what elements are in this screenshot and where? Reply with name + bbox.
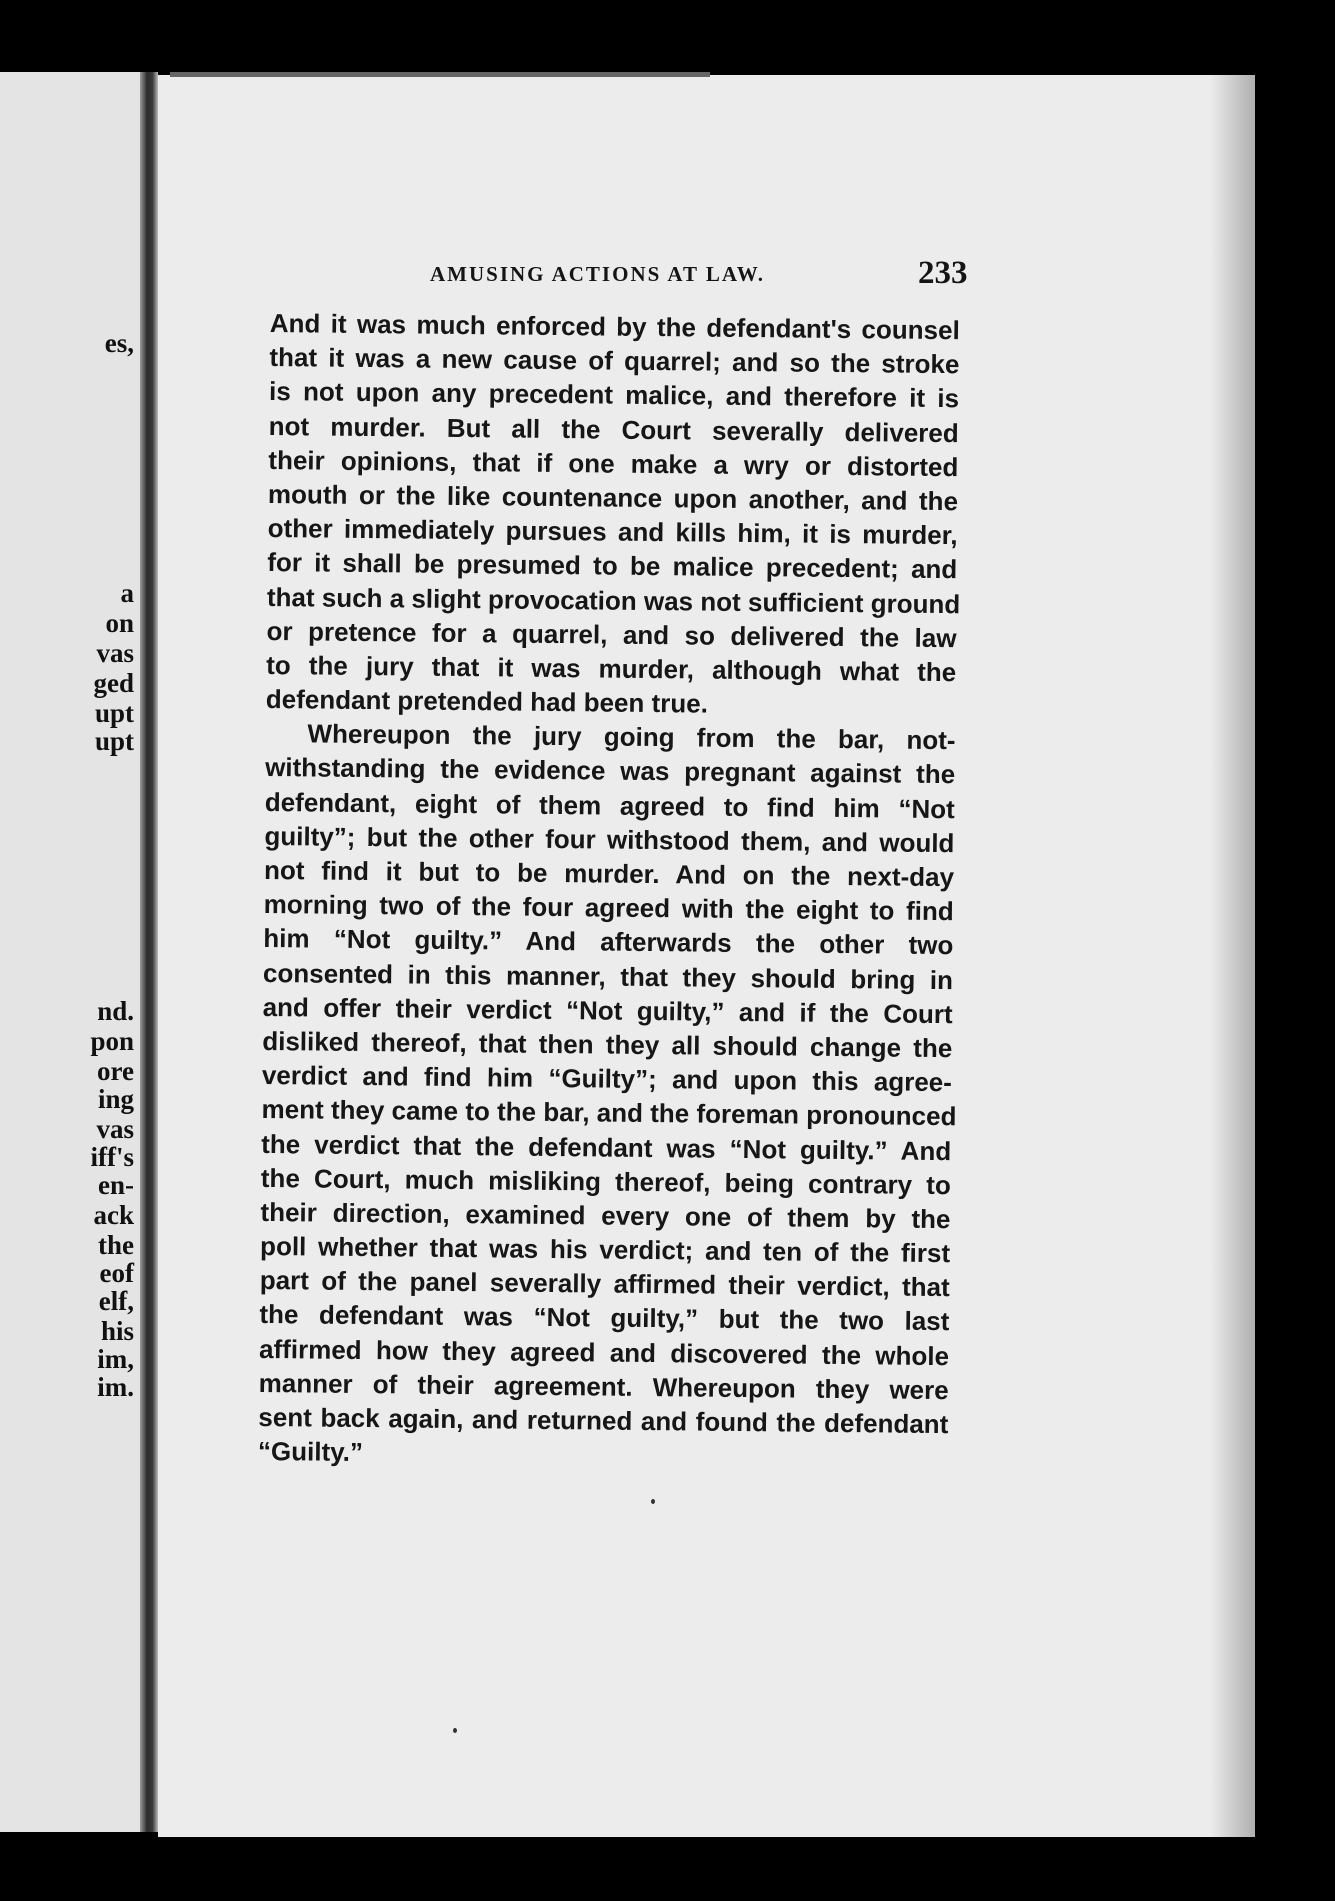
left-fragment: his xyxy=(100,1316,134,1346)
paper-speck xyxy=(651,1499,655,1504)
paper-speck xyxy=(453,1728,457,1733)
text-line: disliked thereof, that then they all should change the xyxy=(262,1025,953,1064)
left-facing-page xyxy=(0,72,140,1832)
text-line: affirmed how they agreed and discovered the whole xyxy=(258,1333,950,1371)
text-line: morning two of the four agreed with the eight to find xyxy=(263,889,954,927)
left-fragment: im. xyxy=(97,1372,134,1402)
left-fragment: vas xyxy=(96,1114,134,1144)
left-fragment: elf, xyxy=(98,1286,134,1316)
text-line: that it was a new cause of quarrel; and so the stroke xyxy=(269,342,960,380)
text-line: not murder. But all the Court severally delivered xyxy=(268,410,959,448)
left-fragment: on xyxy=(105,608,134,638)
left-fragment: the xyxy=(98,1230,134,1260)
text-line: their opinions, that if one make a wry or distorted xyxy=(268,444,959,482)
body-text xyxy=(258,306,960,1476)
left-fragment: upt xyxy=(94,698,134,728)
left-fragment: eof xyxy=(99,1258,134,1288)
text-line: the verdict that the defendant was “Not guilty.” And xyxy=(261,1128,952,1166)
text-line: guilty”; but the other four withstood them, and would xyxy=(264,820,955,859)
text-line: for it shall be presumed to be malice precedent; and xyxy=(267,547,958,585)
left-fragment: upt xyxy=(94,726,134,756)
page-top-edge xyxy=(170,72,710,77)
text-line: “Guilty.” xyxy=(257,1436,364,1468)
text-line: or pretence for a quarrel, and so delivered the law xyxy=(266,615,957,653)
text-line: part of the panel severally affirmed their verdict, that xyxy=(259,1265,950,1303)
left-fragment: nd. xyxy=(97,996,134,1026)
text-line: the defendant was “Not guilty,” but the two last xyxy=(259,1299,950,1337)
text-line: the Court, much misliking thereof, being contrary to xyxy=(260,1162,951,1200)
text-line: manner of their agreement. Whereupon they were xyxy=(258,1367,949,1405)
left-fragment: vas xyxy=(96,638,134,668)
text-line: poll whether that was his verdict; and ten of the first xyxy=(259,1231,951,1269)
text-line: Whereupon the jury going from the bar, not- xyxy=(307,718,956,756)
text-line: verdict and find him “Guilty”; and upon this agree- xyxy=(261,1060,953,1098)
left-fragment: es, xyxy=(104,328,134,358)
left-fragment: a xyxy=(120,578,134,608)
text-line: that such a slight provocation was not sufficient ground xyxy=(266,581,961,619)
left-fragment: ack xyxy=(93,1200,134,1230)
text-line: sent back again, and returned and found the defendant xyxy=(258,1401,949,1440)
text-line: their direction, examined every one of them by the xyxy=(260,1196,951,1235)
left-fragment: ore xyxy=(97,1056,134,1086)
text-line: defendant pretended had been true. xyxy=(265,684,709,719)
text-line: withstanding the evidence was pregnant against the xyxy=(265,752,956,790)
book-gutter xyxy=(140,72,158,1832)
left-fragment: ing xyxy=(97,1084,134,1114)
text-line: not find it but to be murder. And on the next-day xyxy=(263,854,955,893)
left-page-text-fragments xyxy=(0,72,134,1832)
left-fragment: im, xyxy=(97,1344,134,1374)
text-line: to the jury that it was murder, although what the xyxy=(266,649,957,688)
left-fragment: pon xyxy=(90,1026,134,1056)
page-number: 233 xyxy=(918,255,968,291)
left-fragment: en- xyxy=(98,1170,134,1200)
text-line: him “Not guilty.” And afterwards the other two xyxy=(263,923,954,961)
left-fragment: iff's xyxy=(90,1142,134,1172)
text-line: other immediately pursues and kills him, it is murder, xyxy=(267,513,958,551)
text-line: And it was much enforced by the defendant's counsel xyxy=(269,307,960,346)
text-line: ment they came to the bar, and the foreman pronounced xyxy=(261,1094,957,1132)
text-line: and offer their verdict “Not guilty,” and if the Court xyxy=(262,991,953,1029)
left-fragment: ged xyxy=(93,668,134,698)
page-edge-shadow xyxy=(1210,75,1255,1837)
running-title: AMUSING ACTIONS AT LAW. xyxy=(430,262,766,286)
text-line: is not upon any precedent malice, and therefore it is xyxy=(268,376,960,414)
text-line: defendant, eight of them agreed to find him “Not xyxy=(264,786,955,824)
text-line: consented in this manner, that they should bring in xyxy=(262,957,954,995)
text-line: mouth or the like countenance upon another, and the xyxy=(267,478,959,517)
